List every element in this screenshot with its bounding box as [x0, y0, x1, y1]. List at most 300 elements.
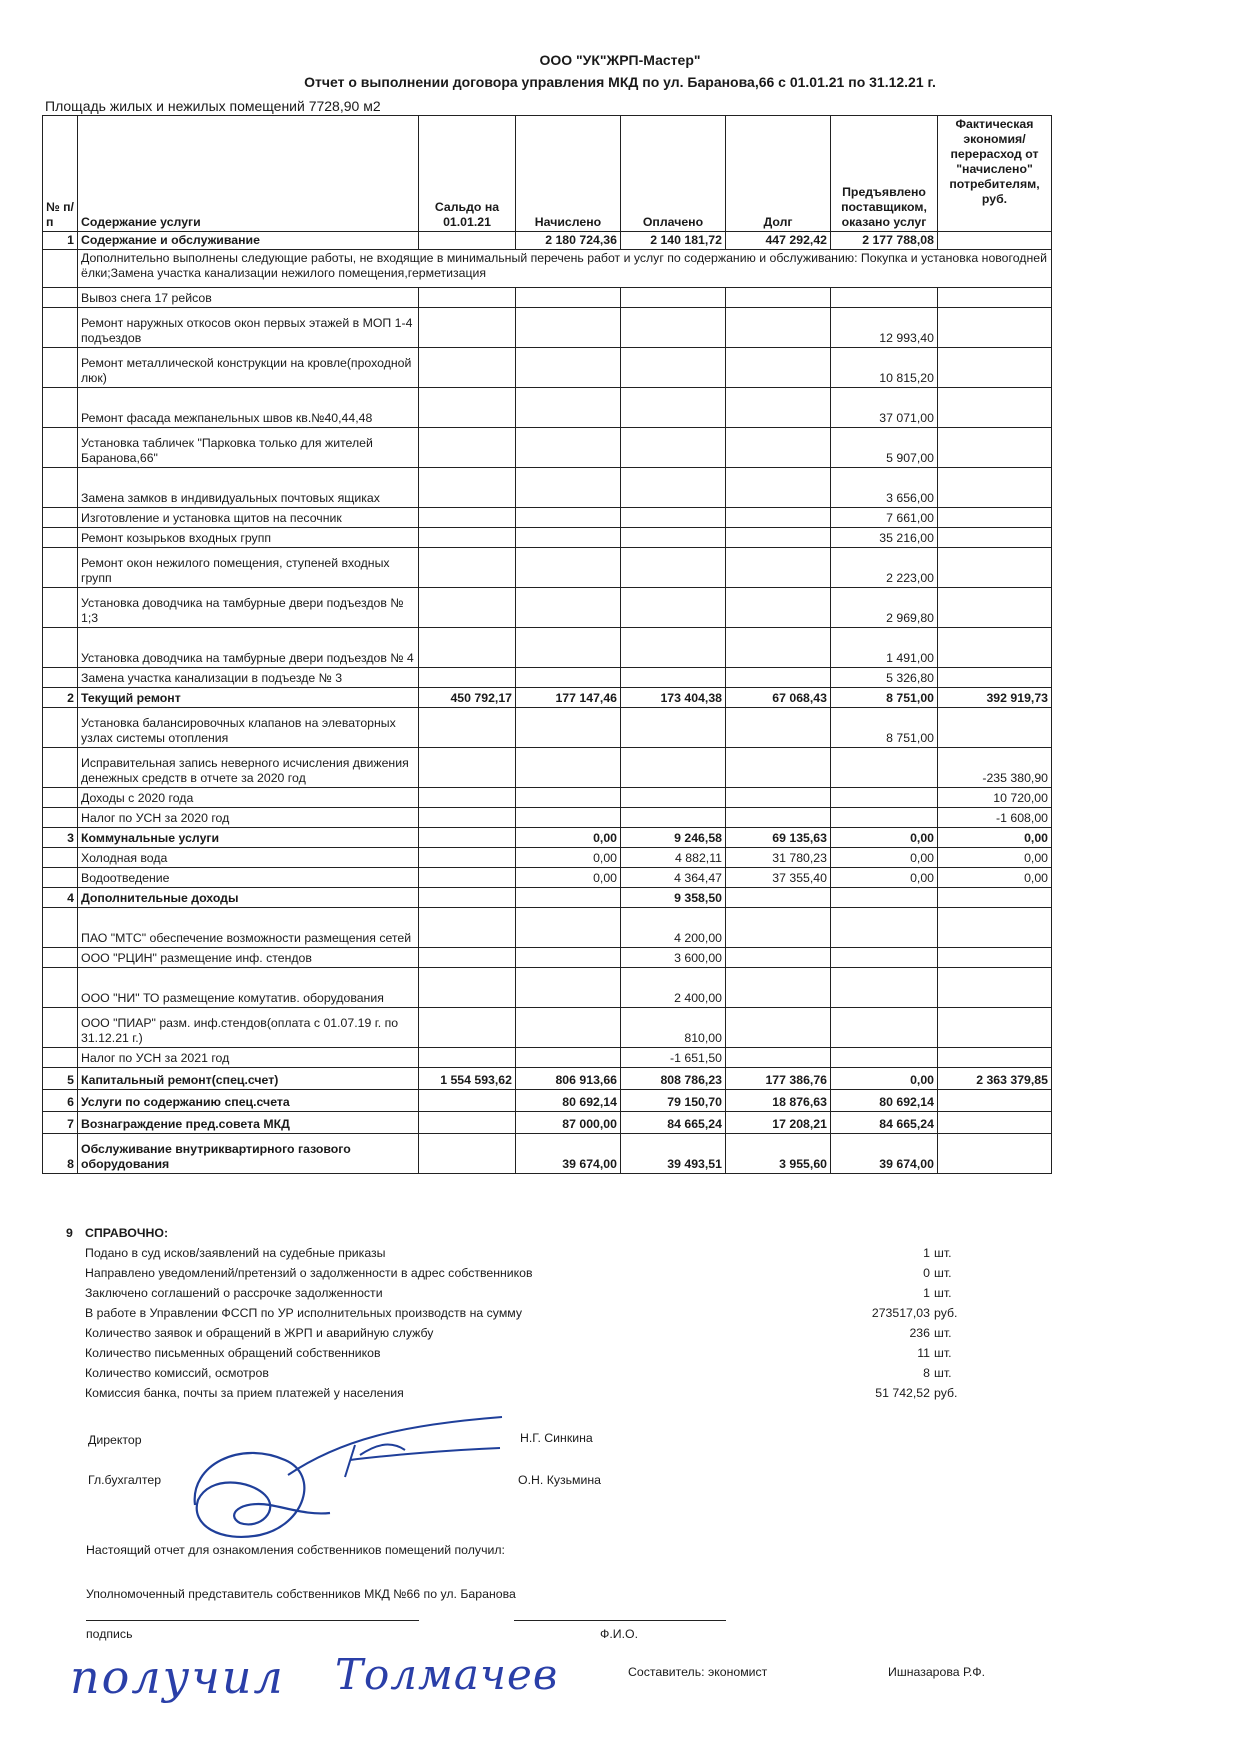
- col-header-no: № п/п: [43, 116, 78, 232]
- cell-charged: [516, 508, 621, 528]
- cell-debt: 177 386,76: [726, 1068, 831, 1090]
- table-row: [43, 528, 1052, 548]
- reference-item-label: Количество письменных обращений собственников: [85, 1346, 381, 1360]
- cell-saldo: [419, 868, 516, 888]
- table-row: [43, 388, 1052, 428]
- cell-economy: [938, 348, 1052, 388]
- table-row: [43, 288, 1052, 308]
- cell-debt: [726, 748, 831, 788]
- table-row: [43, 628, 1052, 668]
- cell-debt: 18 876,63: [726, 1090, 831, 1112]
- cell-economy: [938, 428, 1052, 468]
- sign-label: подпись: [86, 1627, 133, 1641]
- cell-economy: [938, 1090, 1052, 1112]
- cell-no: [43, 1048, 78, 1068]
- cell-paid: [621, 788, 726, 808]
- table-row: [43, 748, 1052, 788]
- cell-saldo: [419, 468, 516, 508]
- cell-debt: 31 780,23: [726, 848, 831, 868]
- reference-item-value: 0: [923, 1266, 930, 1280]
- table-row: [43, 948, 1052, 968]
- cell-presented: [831, 948, 938, 968]
- table-row: [43, 828, 1052, 848]
- cell-debt: 69 135,63: [726, 828, 831, 848]
- cell-economy: [938, 588, 1052, 628]
- cell-saldo: [419, 1112, 516, 1134]
- cell-paid: [621, 508, 726, 528]
- cell-economy: 0,00: [938, 828, 1052, 848]
- cell-saldo: [419, 788, 516, 808]
- cell-paid: [621, 468, 726, 508]
- cell-presented: [831, 1048, 938, 1068]
- table-row: [43, 788, 1052, 808]
- cell-charged: 0,00: [516, 828, 621, 848]
- cell-presented: [831, 1008, 938, 1048]
- cell-debt: [726, 308, 831, 348]
- table-row: [43, 1008, 1052, 1048]
- reference-item: [70, 1243, 970, 1263]
- cell-economy: [938, 232, 1052, 250]
- cell-presented: [831, 968, 938, 1008]
- cell-no: 6: [43, 1090, 78, 1112]
- cell-debt: [726, 468, 831, 508]
- cell-no: [43, 708, 78, 748]
- director-label: Директор: [88, 1433, 142, 1447]
- cell-debt: [726, 808, 831, 828]
- cell-debt: 3 955,60: [726, 1134, 831, 1174]
- reference-item-unit: шт.: [934, 1286, 952, 1300]
- cell-presented: 8 751,00: [831, 708, 938, 748]
- cell-economy: [938, 628, 1052, 668]
- cell-saldo: [419, 388, 516, 428]
- cell-service: Водоотведение: [78, 868, 419, 888]
- cell-saldo: [419, 348, 516, 388]
- cell-paid: 3 600,00: [621, 948, 726, 968]
- cell-presented: 10 815,20: [831, 348, 938, 388]
- cell-debt: [726, 528, 831, 548]
- fio-line: [514, 1620, 726, 1621]
- cell-no: [43, 288, 78, 308]
- reference-item-label: Комиссия банка, почты за прием платежей у населения: [85, 1386, 404, 1400]
- reference-item: [70, 1343, 970, 1363]
- cell-charged: 87 000,00: [516, 1112, 621, 1134]
- cell-debt: [726, 388, 831, 428]
- cell-no: 7: [43, 1112, 78, 1134]
- cell-charged: [516, 748, 621, 788]
- cell-presented: 8 751,00: [831, 688, 938, 708]
- cell-no: [43, 668, 78, 688]
- cell-paid: 810,00: [621, 1008, 726, 1048]
- reference-item: [70, 1363, 970, 1383]
- cell-paid: [621, 308, 726, 348]
- cell-saldo: [419, 548, 516, 588]
- cell-service: Ремонт металлической конструкции на кровле(проходной люк): [78, 348, 419, 388]
- cell-no: [43, 1008, 78, 1048]
- table-row: [43, 428, 1052, 468]
- cell-no: [43, 388, 78, 428]
- cell-economy: -235 380,90: [938, 748, 1052, 788]
- cell-saldo: [419, 888, 516, 908]
- cell-debt: [726, 948, 831, 968]
- reference-item-value: 8: [923, 1366, 930, 1380]
- cell-paid: 39 493,51: [621, 1134, 726, 1174]
- cell-debt: [726, 708, 831, 748]
- cell-service: Ремонт фасада межпанельных швов кв.№40,44,48: [78, 388, 419, 428]
- table-row: [43, 968, 1052, 1008]
- cell-service: ПАО "МТС" обеспечение возможности размещения сетей: [78, 908, 419, 948]
- cell-saldo: [419, 1090, 516, 1112]
- cell-no: [43, 748, 78, 788]
- cell-paid: 4 200,00: [621, 908, 726, 948]
- table-row: [43, 848, 1052, 868]
- cell-presented: 7 661,00: [831, 508, 938, 528]
- table-row: [43, 232, 1052, 250]
- cell-debt: [726, 588, 831, 628]
- reference-item-unit: шт.: [934, 1246, 952, 1260]
- cell-presented: 0,00: [831, 848, 938, 868]
- cell-economy: 392 919,73: [938, 688, 1052, 708]
- cell-service: Установка доводчика на тамбурные двери подъездов № 1;3: [78, 588, 419, 628]
- cell-debt: 37 355,40: [726, 868, 831, 888]
- cell-charged: [516, 628, 621, 668]
- organization-name: ООО "УК"ЖРП-Мастер": [539, 52, 701, 68]
- cell-debt: [726, 288, 831, 308]
- cell-charged: [516, 588, 621, 628]
- cell-debt: [726, 348, 831, 388]
- cell-paid: 9 358,50: [621, 888, 726, 908]
- cell-no: 2: [43, 688, 78, 708]
- cell-paid: 4 882,11: [621, 848, 726, 868]
- reference-item-label: Количество заявок и обращений в ЖРП и аварийную службу: [85, 1326, 434, 1340]
- cell-saldo: [419, 948, 516, 968]
- cell-presented: [831, 748, 938, 788]
- cell-service: Услуги по содержанию спец.счета: [78, 1090, 419, 1112]
- cell-paid: [621, 388, 726, 428]
- cell-economy: [938, 1008, 1052, 1048]
- cell-paid: [621, 588, 726, 628]
- cell-paid: -1 651,50: [621, 1048, 726, 1068]
- cell-economy: [938, 948, 1052, 968]
- col-header-service: Содержание услуги: [78, 116, 419, 232]
- col-header-debt: Долг: [726, 116, 831, 232]
- reference-item-label: Количество комиссий, осмотров: [85, 1366, 269, 1380]
- cell-no: [43, 548, 78, 588]
- reference-section: [66, 1223, 970, 1403]
- cell-service: Холодная вода: [78, 848, 419, 868]
- cell-debt: [726, 788, 831, 808]
- cell-presented: 2 223,00: [831, 548, 938, 588]
- cell-saldo: [419, 1008, 516, 1048]
- cell-paid: [621, 428, 726, 468]
- cell-saldo: [419, 848, 516, 868]
- signature-line: [86, 1620, 419, 1621]
- cell-no: [43, 948, 78, 968]
- cell-economy: [938, 968, 1052, 1008]
- cell-debt: [726, 428, 831, 468]
- reference-item: [70, 1263, 970, 1283]
- cell-presented: 39 674,00: [831, 1134, 938, 1174]
- col-header-paid: Оплачено: [621, 116, 726, 232]
- cell-saldo: [419, 628, 516, 668]
- cell-no: [43, 468, 78, 508]
- reference-item-label: Подано в суд исков/заявлений на судебные приказы: [85, 1246, 386, 1260]
- accountant-label: Гл.бухгалтер: [88, 1473, 162, 1487]
- cell-debt: [726, 888, 831, 908]
- cell-no: [43, 588, 78, 628]
- cell-no: [43, 508, 78, 528]
- cell-no: 4: [43, 888, 78, 908]
- cell-presented: 5 907,00: [831, 428, 938, 468]
- table-row: [43, 908, 1052, 948]
- cell-economy: 0,00: [938, 848, 1052, 868]
- cell-saldo: [419, 232, 516, 250]
- report-title: Отчет о выполнении договора управления МКД по ул. Баранова,66 с 01.01.21 по 31.12.21 г.: [304, 74, 936, 90]
- cell-charged: [516, 1008, 621, 1048]
- cell-no: [43, 250, 78, 288]
- cell-service: Вывоз снега 17 рейсов: [78, 288, 419, 308]
- cell-debt: [726, 1008, 831, 1048]
- cell-economy: [938, 548, 1052, 588]
- cell-debt: [726, 1048, 831, 1068]
- cell-service: Дополнительно выполнены следующие работы, не входящие в минимальный перечень работ и услуг по содержанию и обслуживанию: Покупка и установка новогодней ёлки;Замена участка канализации нежилого помещения,герметизация: [78, 250, 1052, 288]
- cell-presented: [831, 288, 938, 308]
- cell-service: ООО "ПИАР" разм. инф.стендов(оплата с 01.07.19 г. по 31.12.21 г.): [78, 1008, 419, 1048]
- reference-item-label: Направлено уведомлений/претензий о задолженности в адрес собственников: [85, 1266, 533, 1280]
- cell-no: [43, 788, 78, 808]
- cell-economy: [938, 388, 1052, 428]
- cell-saldo: [419, 528, 516, 548]
- cell-charged: [516, 968, 621, 1008]
- reference-item-unit: шт.: [934, 1266, 952, 1280]
- cell-paid: [621, 628, 726, 668]
- cell-presented: 84 665,24: [831, 1112, 938, 1134]
- table-row: [43, 508, 1052, 528]
- table-row: [43, 688, 1052, 708]
- compiler-name: Ишназарова Р.Ф.: [888, 1665, 986, 1679]
- col-header-charged: Начислено: [516, 116, 621, 232]
- cell-service: Установка табличек "Парковка только для жителей Баранова,66": [78, 428, 419, 468]
- cell-paid: 808 786,23: [621, 1068, 726, 1090]
- cell-paid: 2 400,00: [621, 968, 726, 1008]
- cell-charged: [516, 388, 621, 428]
- cell-charged: [516, 888, 621, 908]
- report-table: [42, 115, 1052, 1174]
- cell-paid: 2 140 181,72: [621, 232, 726, 250]
- cell-saldo: [419, 1134, 516, 1174]
- reference-item-value: 1: [923, 1246, 930, 1260]
- cell-charged: 2 180 724,36: [516, 232, 621, 250]
- cell-charged: 39 674,00: [516, 1134, 621, 1174]
- table-row: [43, 1134, 1052, 1174]
- cell-paid: [621, 748, 726, 788]
- reference-item-unit: руб.: [934, 1386, 958, 1400]
- cell-economy: [938, 508, 1052, 528]
- cell-charged: 0,00: [516, 868, 621, 888]
- cell-economy: [938, 888, 1052, 908]
- cell-saldo: [419, 808, 516, 828]
- reference-item: [70, 1383, 970, 1403]
- cell-saldo: [419, 908, 516, 948]
- col-header-presented: Предъявлено поставщиком, оказано услуг: [831, 116, 938, 232]
- cell-charged: [516, 1048, 621, 1068]
- cell-saldo: [419, 828, 516, 848]
- cell-service: Замена участка канализации в подъезде № 3: [78, 668, 419, 688]
- cell-saldo: [419, 308, 516, 348]
- reference-item-unit: шт.: [934, 1326, 952, 1340]
- area-caption: Площадь жилых и нежилых помещений 7728,90 м2: [45, 98, 381, 114]
- table-row: [43, 1090, 1052, 1112]
- cell-presented: 5 326,80: [831, 668, 938, 688]
- cell-no: 1: [43, 232, 78, 250]
- cell-economy: [938, 708, 1052, 748]
- received-text: Настоящий отчет для ознакомления собственников помещений получил:: [86, 1543, 505, 1557]
- cell-charged: 177 147,46: [516, 688, 621, 708]
- cell-paid: 4 364,47: [621, 868, 726, 888]
- reference-item-value: 236: [909, 1326, 930, 1340]
- table-row: [43, 588, 1052, 628]
- cell-saldo: [419, 428, 516, 468]
- cell-debt: [726, 968, 831, 1008]
- reference-item-label: В работе в Управлении ФССП по УР исполнительных производств на сумму: [85, 1306, 523, 1320]
- cell-charged: [516, 428, 621, 468]
- cell-charged: [516, 948, 621, 968]
- reference-item-label: Заключено соглашений о рассрочке задолженности: [85, 1286, 383, 1300]
- cell-presented: 0,00: [831, 828, 938, 848]
- reference-heading: [66, 1223, 970, 1243]
- cell-saldo: [419, 708, 516, 748]
- table-row: [43, 1048, 1052, 1068]
- director-name: Н.Г. Синкина: [520, 1431, 593, 1445]
- cell-presented: 37 071,00: [831, 388, 938, 428]
- reference-item-unit: шт.: [934, 1346, 952, 1360]
- table-row: [43, 1112, 1052, 1134]
- cell-no: 5: [43, 1068, 78, 1090]
- handwritten-received: получил: [70, 1650, 285, 1704]
- table-body: [43, 232, 1052, 1174]
- cell-service: Обслуживание внутриквартирного газового оборудования: [78, 1134, 419, 1174]
- cell-service: Ремонт козырьков входных групп: [78, 528, 419, 548]
- cell-paid: 9 246,58: [621, 828, 726, 848]
- cell-paid: 84 665,24: [621, 1112, 726, 1134]
- cell-presented: 35 216,00: [831, 528, 938, 548]
- reference-item: [70, 1323, 970, 1343]
- cell-presented: [831, 908, 938, 948]
- cell-no: [43, 528, 78, 548]
- table-row: [43, 468, 1052, 508]
- cell-presented: 12 993,40: [831, 308, 938, 348]
- cell-presented: [831, 788, 938, 808]
- cell-presented: 0,00: [831, 868, 938, 888]
- table-row: [43, 308, 1052, 348]
- cell-no: [43, 308, 78, 348]
- table-header-row: [43, 116, 1052, 232]
- cell-service: Налог по УСН за 2020 год: [78, 808, 419, 828]
- cell-service: Содержание и обслуживание: [78, 232, 419, 250]
- cell-no: 8: [43, 1134, 78, 1174]
- cell-presented: [831, 808, 938, 828]
- reference-item: [70, 1303, 970, 1323]
- cell-service: Исправительная запись неверного исчисления движения денежных средств в отчете за 2020 год: [78, 748, 419, 788]
- cell-charged: [516, 348, 621, 388]
- cell-debt: [726, 548, 831, 588]
- col-header-saldo: Сальдо на 01.01.21: [419, 116, 516, 232]
- cell-service: Доходы с 2020 года: [78, 788, 419, 808]
- cell-paid: [621, 288, 726, 308]
- cell-service: Ремонт наружных откосов окон первых этажей в МОП 1-4 подъездов: [78, 308, 419, 348]
- cell-service: Текущий ремонт: [78, 688, 419, 708]
- cell-no: 3: [43, 828, 78, 848]
- cell-service: ООО "НИ" ТО размещение комутатив. оборудования: [78, 968, 419, 1008]
- reference-item-unit: руб.: [934, 1306, 958, 1320]
- cell-presented: 2 177 788,08: [831, 232, 938, 250]
- cell-charged: [516, 288, 621, 308]
- reference-item-value: 273517,03: [871, 1306, 930, 1320]
- cell-service: Дополнительные доходы: [78, 888, 419, 908]
- cell-debt: [726, 908, 831, 948]
- accountant-name: О.Н. Кузьмина: [518, 1473, 602, 1487]
- cell-presented: 3 656,00: [831, 468, 938, 508]
- cell-presented: 2 969,80: [831, 588, 938, 628]
- cell-saldo: [419, 668, 516, 688]
- reference-item-value: 11: [917, 1346, 930, 1360]
- cell-economy: [938, 668, 1052, 688]
- cell-charged: [516, 788, 621, 808]
- cell-charged: 80 692,14: [516, 1090, 621, 1112]
- cell-no: [43, 908, 78, 948]
- cell-economy: -1 608,00: [938, 808, 1052, 828]
- cell-debt: 67 068,43: [726, 688, 831, 708]
- cell-no: [43, 628, 78, 668]
- cell-no: [43, 808, 78, 828]
- cell-economy: [938, 908, 1052, 948]
- cell-charged: [516, 668, 621, 688]
- cell-no: [43, 428, 78, 468]
- cell-paid: [621, 548, 726, 588]
- cell-charged: 0,00: [516, 848, 621, 868]
- reference-number: 9: [66, 1226, 73, 1240]
- cell-debt: 447 292,42: [726, 232, 831, 250]
- reference-item-unit: шт.: [934, 1366, 952, 1380]
- cell-economy: [938, 1134, 1052, 1174]
- cell-charged: 806 913,66: [516, 1068, 621, 1090]
- col-header-economy: Фактическая экономия/перерасход от "начислено" потребителям, руб.: [938, 116, 1052, 232]
- cell-saldo: [419, 968, 516, 1008]
- cell-service: Изготовление и установка щитов на песочник: [78, 508, 419, 528]
- director-signature-graphic: [170, 1405, 550, 1555]
- cell-paid: [621, 708, 726, 748]
- cell-service: Коммунальные услуги: [78, 828, 419, 848]
- reference-item: [70, 1283, 970, 1303]
- cell-saldo: [419, 588, 516, 628]
- cell-paid: [621, 528, 726, 548]
- cell-economy: 0,00: [938, 868, 1052, 888]
- cell-saldo: [419, 288, 516, 308]
- cell-no: [43, 868, 78, 888]
- table-row: [43, 868, 1052, 888]
- cell-debt: [726, 668, 831, 688]
- cell-paid: [621, 808, 726, 828]
- cell-saldo: [419, 748, 516, 788]
- cell-service: Установка доводчика на тамбурные двери подъездов № 4: [78, 628, 419, 668]
- cell-economy: 10 720,00: [938, 788, 1052, 808]
- cell-economy: [938, 1048, 1052, 1068]
- cell-charged: [516, 528, 621, 548]
- cell-service: Вознаграждение пред.совета МКД: [78, 1112, 419, 1134]
- cell-service: Налог по УСН за 2021 год: [78, 1048, 419, 1068]
- cell-economy: [938, 288, 1052, 308]
- reference-title: СПРАВОЧНО:: [85, 1226, 169, 1240]
- cell-service: Замена замков в индивидуальных почтовых ящиках: [78, 468, 419, 508]
